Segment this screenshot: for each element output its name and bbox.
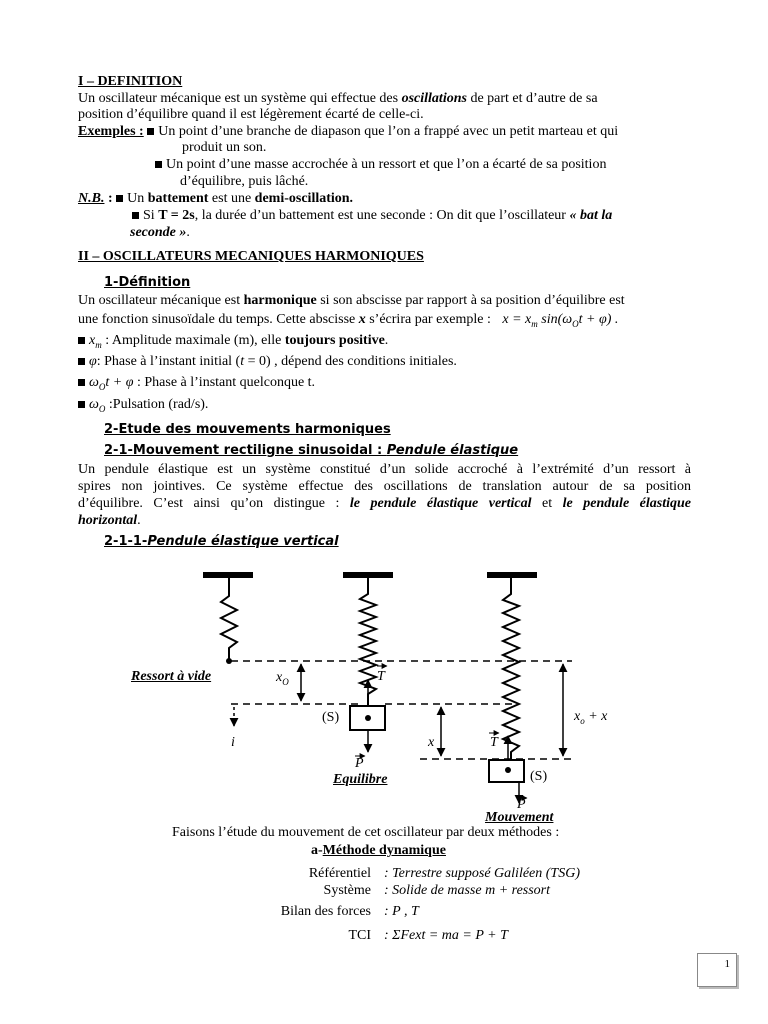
label-mouvement: Mouvement: [485, 810, 554, 825]
method-row-value: : Solide de masse m + ressort: [384, 883, 551, 898]
method-row-value: : P , T: [384, 904, 419, 919]
method-row-label: Bilan des forces: [280, 904, 371, 919]
bullet-phase-instant: $\omega_Ot + \varphi$ : Phase à l’instant quelconque t.: [78, 375, 315, 395]
page-number: 1: [724, 958, 730, 970]
bullet-phase-initial: φ: Phase à l’instant initial (t = 0) , dépend des conditions initiales.: [78, 354, 457, 370]
label-i: i: [231, 735, 235, 750]
definition-line-1: Un oscillateur mécanique est un système qui effectue des oscillations de part et d’autre de sa: [78, 91, 598, 106]
spring-free: [221, 578, 237, 660]
bullet-pulsation: $\omega_O$ :Pulsation (rad/s).: [78, 397, 208, 417]
section-1-title: I – DEFINITION: [78, 74, 183, 89]
label-P2: P: [517, 797, 526, 812]
examples-line-2b: d’équilibre, puis lâché.: [180, 174, 309, 189]
method-row-label: TCI: [348, 928, 371, 943]
pendulum-line-3: d’équilibre. C’est ainsi qu’on distingue : le pendule élastique vertical et le pendule élastique: [78, 496, 692, 511]
method-intro: Faisons l’étude du mouvement de cet oscillateur par deux méthodes :: [172, 825, 560, 840]
bullet-amplitude: $x_m$ : Amplitude maximale (m), elle toujours positive.: [78, 333, 388, 353]
nb-line-2b: seconde ».: [130, 225, 190, 240]
mass-center-dot: [365, 715, 371, 721]
sinusoidal-equation: $x = x_m$ $\sin(\omega_Ot + \varphi)$ .: [502, 312, 619, 329]
examples-label: Exemples :: [78, 124, 144, 139]
method-row-value: : ΣFext = ma = P + T: [384, 928, 508, 943]
label-T1: T: [377, 669, 385, 684]
pendulum-line-2: spires non jointives. Ce système effectue des oscillations de translation autour de sa position: [78, 479, 691, 494]
pendulum-line-4: horizontal.: [78, 513, 141, 528]
support-1: [203, 572, 253, 578]
method-row-value: : Terrestre supposé Galiléen (TSG): [384, 866, 580, 881]
support-3: [487, 572, 537, 578]
label-S1: (S): [322, 710, 340, 725]
nb-line-2: Si T = 2s, la durée d’un battement est une seconde : On dit que l’oscillateur « bat la: [132, 208, 612, 224]
method-row-label: Système: [323, 883, 371, 898]
support-2: [343, 572, 393, 578]
harmonic-line-2: une fonction sinusoïdale du temps. Cette abscisse x s’écrira par exemple : $x = x_m$ $\sin(\omega_Ot + \varphi)$ .: [78, 312, 619, 329]
mass-center-dot: [505, 767, 511, 773]
subsection-1-title: 1-Définition: [104, 275, 191, 290]
subsection-2-1-title: 2-1-Mouvement rectiligne sinusoidal : Pendule élastique: [104, 443, 519, 458]
method-row-label: Référentiel: [308, 866, 371, 881]
nb-line-1: N.B. : Un battement est une demi-oscillation.: [78, 191, 354, 206]
examples-line-1: Exemples : Un point d’une branche de diapason que l’on a frappé avec un petit marteau et qui: [78, 124, 619, 139]
nb-label: N.B.: [78, 191, 105, 206]
label-equilibre: Equilibre: [333, 772, 388, 787]
examples-line-2: Un point d’une masse accrochée à un ressort et que l’on a écarté de sa position: [155, 157, 606, 173]
label-T2: T: [490, 735, 498, 750]
label-ressort-a-vide: Ressort à vide: [131, 669, 212, 684]
label-x: x: [428, 735, 435, 750]
subsection-2-1-1-title: 2-1-1-Pendule élastique vertical: [104, 534, 339, 549]
label-xo: $x_O$: [276, 670, 289, 687]
label-xo-plus-x: $x_o + x$: [574, 709, 608, 726]
subsection-2-title: 2-Etude des mouvements harmoniques: [104, 422, 391, 437]
label-P1: P: [355, 756, 364, 771]
harmonic-line-1: Un oscillateur mécanique est harmonique si son abscisse par rapport à sa position d’équilibre est: [78, 293, 625, 308]
page-number-box: [697, 953, 737, 987]
label-S2: (S): [530, 769, 548, 784]
pendulum-line-1: Un pendule élastique est un système constitué d’un solide accroché à l’extrémité d’un ressort à: [78, 462, 691, 477]
spring-movement: [503, 578, 519, 760]
method-title: a-Méthode dynamique: [311, 843, 446, 858]
section-2-title: II – OSCILLATEURS MECANIQUES HARMONIQUES: [78, 249, 424, 264]
examples-line-1b: produit un son.: [182, 140, 267, 155]
definition-line-2: position d’équilibre quand il est légèrement écarté de celle-ci.: [78, 107, 424, 122]
